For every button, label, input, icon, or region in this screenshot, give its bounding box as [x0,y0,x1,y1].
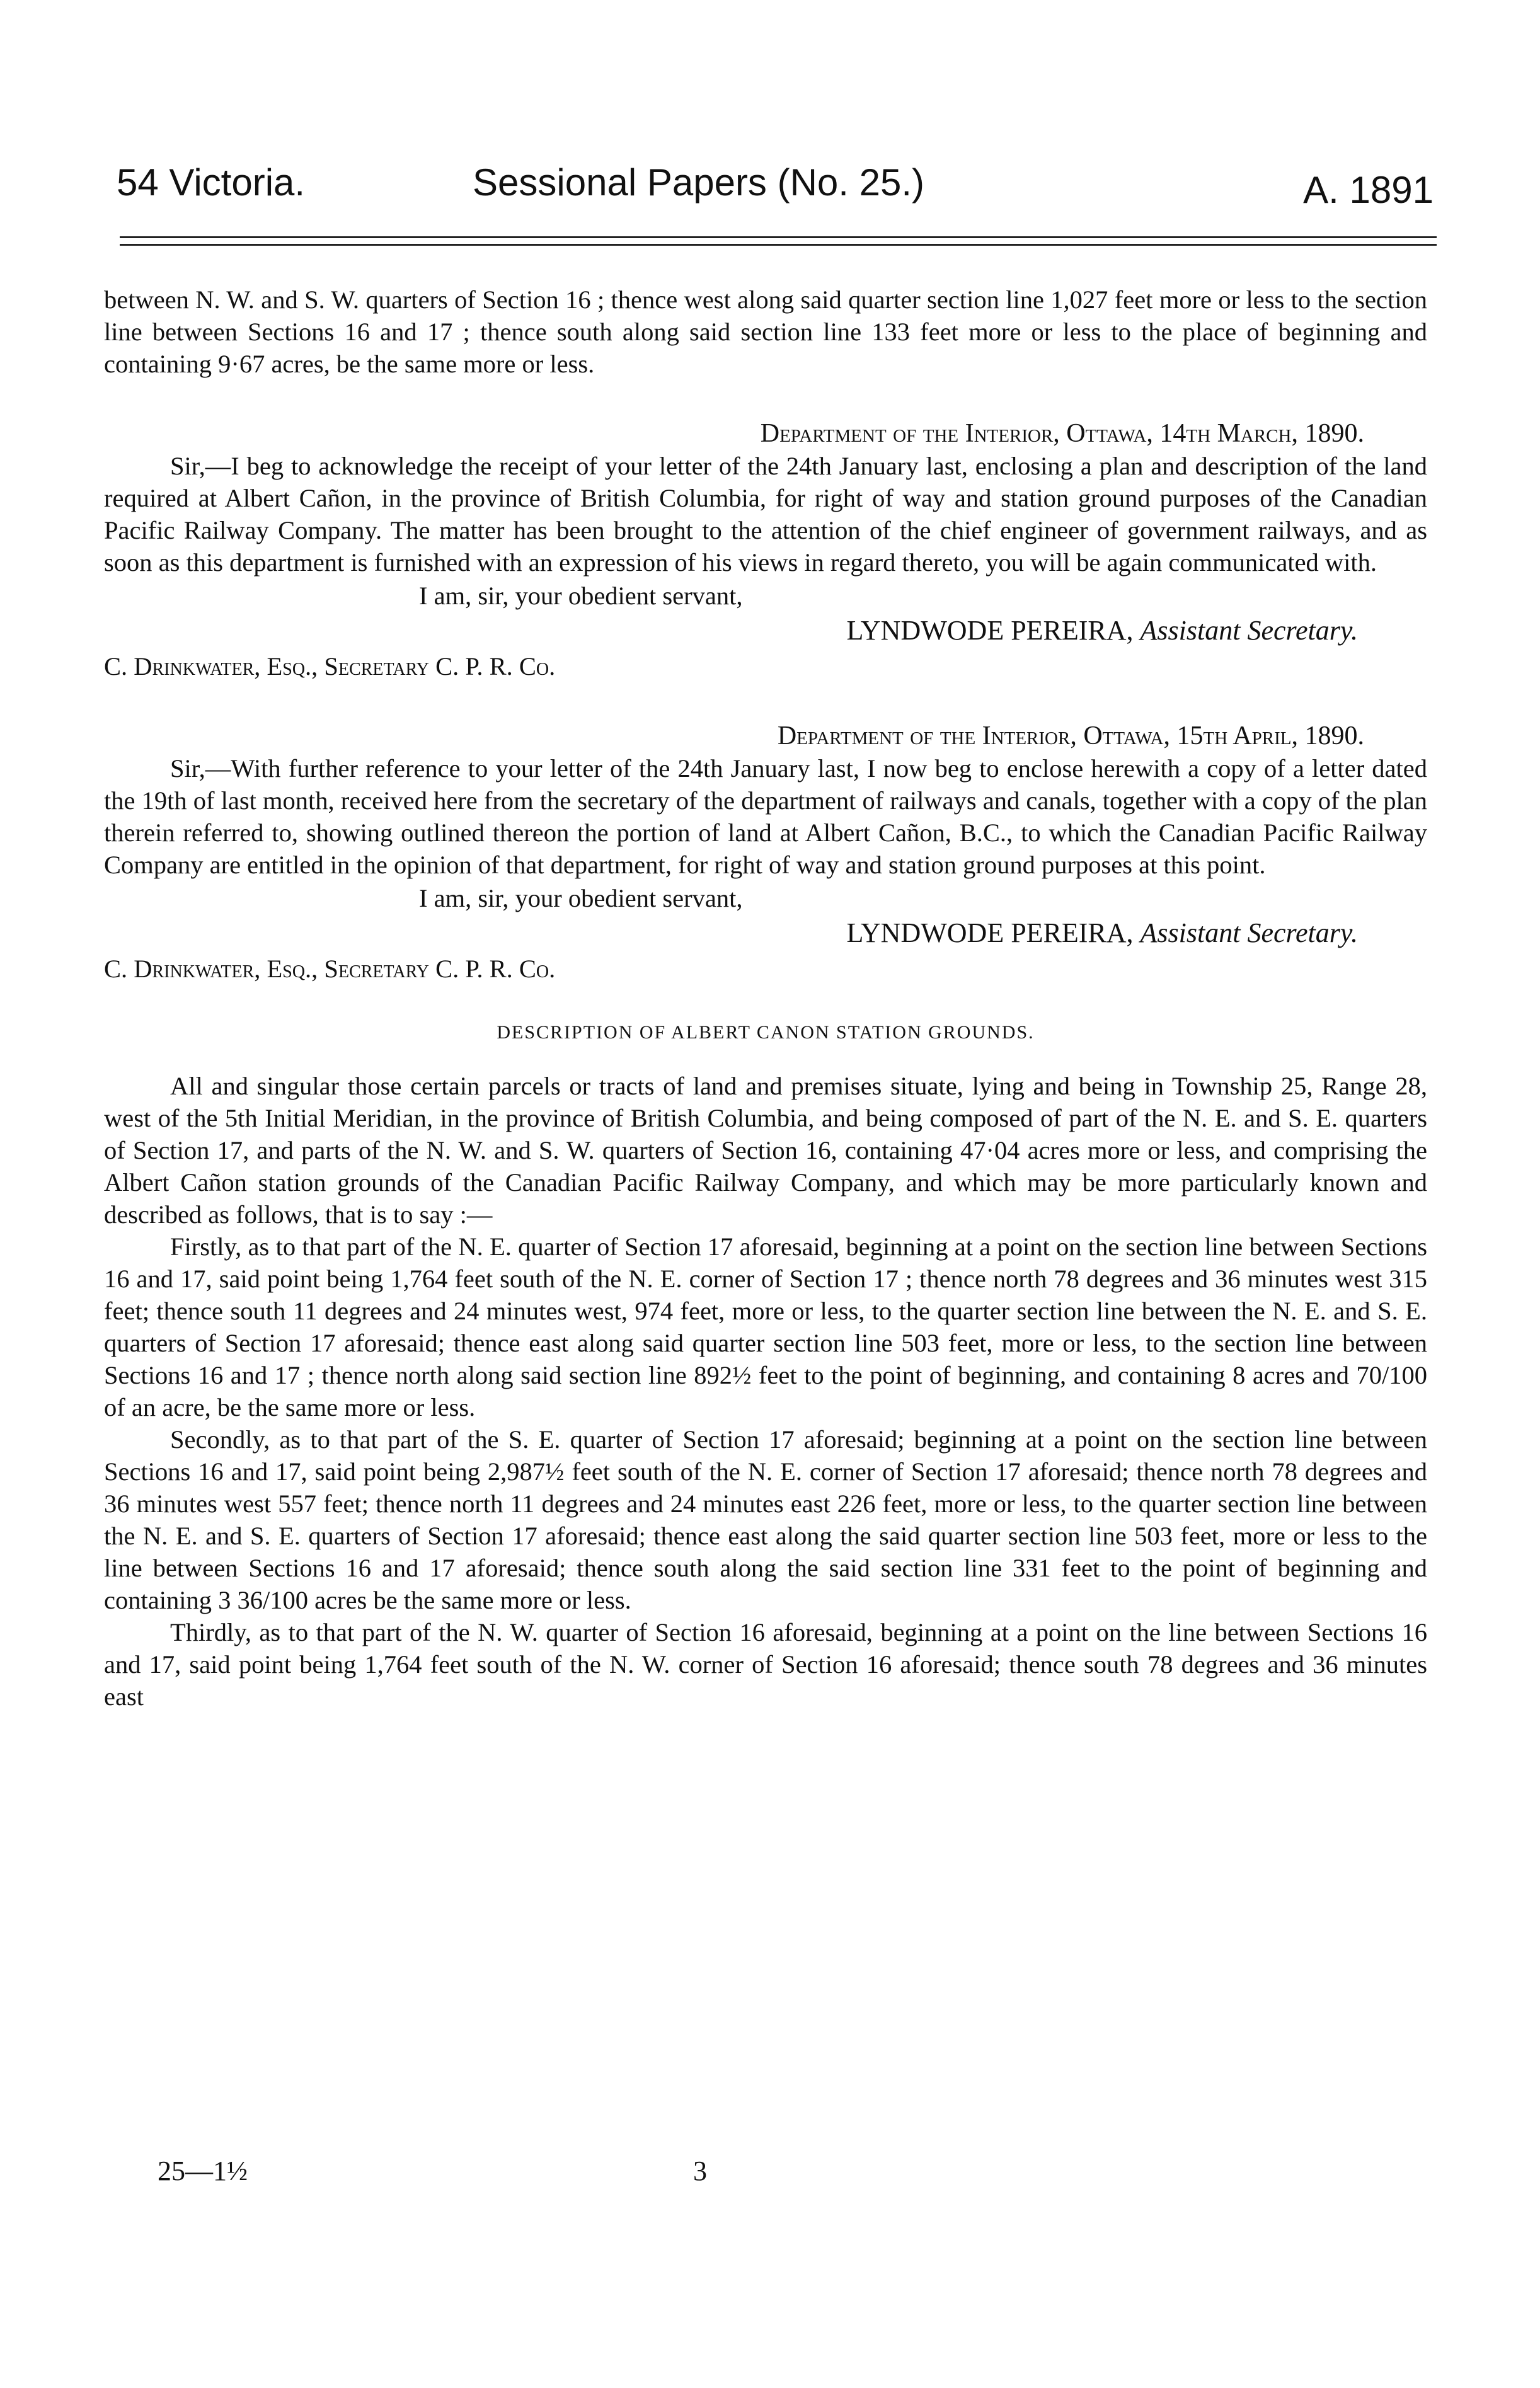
description-paragraph: All and singular those certain parcels or tracts of land and premises situate, lying and being in Township 25, Range 28, west of the 5th Initial Meridian, in the province of British Columbia, and being composed of part of the N. E. and S. E. quarters of Section 17, and parts of the N. W. and S. W. quarters of Section 16, containing 47·04 acres more or less, and comprising the Albert Cañon station grounds of the Canadian Pacific Railway Company, and which may be more particularly known and described as follows, that is to say :— [104,1072,1427,1229]
body-text [104,284,1427,1713]
page-footer [158,2155,914,2193]
letter-1-closing: I am, sir, your obedient servant, [419,582,743,610]
description-paragraph: Firstly, as to that part of the N. E. quarter of Section 17 aforesaid, beginning at a point on the section line between Sections 16 and 17, said point being 1,764 feet south of the N. E. corner of Section 17 ; thence north 78 degrees and 36 minutes west 315 feet; thence south 11 degrees and 24 minutes west, 974 feet, more or less, to the quarter section line between the N. E. and S. E. quarters of Section 17 aforesaid; thence east along said quarter section line 503 feet, more or less, to the section line between Sections 16 and 17 ; thence north along said section line 892½ feet to the point of beginning, and containing 8 acres and 70/100 of an acre, be the same more or less. [104,1232,1427,1421]
letter-1-dateline: Department of the Interior, Ottawa, 14th March, 1890. [760,419,1364,448]
header-rule-top [120,236,1437,238]
header-title: Sessional Papers (No. 25.) [473,161,925,204]
description-paragraph: Thirdly, as to that part of the N. W. quarter of Section 16 aforesaid, beginning at a point on the line between Sections 16 and 17, said point being 1,764 feet south of the N. W. corner of Section 16 aforesaid; thence south 78 degrees and 36 minutes east [104,1618,1427,1711]
letter-2-signature-name: LYNDWODE PEREIRA, [846,917,1134,948]
letter-2-signature [104,917,1427,949]
letter-2-signature-title: Assistant Secretary. [1140,917,1358,948]
description-title: DESCRIPTION OF ALBERT CANON STATION GROUNDS. [497,1022,1035,1043]
letter-1-signature-name: LYNDWODE PEREIRA, [846,615,1134,646]
letter-1-addressee: C. Drinkwater, Esq., Secretary C. P. R. Co. [104,652,556,680]
running-header [117,158,1434,214]
letter-1-signature [104,614,1427,646]
header-volume: 54 Victoria. [117,161,306,204]
letter-2-closing: I am, sir, your obedient servant, [419,884,743,912]
letter-1-body: Sir,—I beg to acknowledge the receipt of your letter of the 24th January last, enclosing a plan and description of the land required at Albert Cañon, in the province of British Columbia, for right of way and station ground purposes of the Canadian Pacific Railway Company. The matter has been brought to the attention of the chief engineer of government railways, and as soon as this department is furnished with an expression of his views in regard thereto, you will be again communicated with. [104,452,1427,577]
header-year: A. 1891 [1303,169,1434,211]
letter-2-dateline: Department of the Interior, Ottawa, 15th April, 1890. [777,721,1364,750]
intro-paragraph: between N. W. and S. W. quarters of Section 16 ; thence west along said quarter section line 1,027 feet more or less to the section line between Sections 16 and 17 ; thence south along said section line 133 feet more or less to the place of beginning and containing 9·67 acres, be the same more or less. [104,285,1427,378]
letter-2-addressee: C. Drinkwater, Esq., Secretary C. P. R. Co. [104,955,556,983]
letter-2 [104,720,1427,985]
letter-1 [104,418,1427,682]
description-section [104,1016,1427,1713]
header-rule-bottom [120,244,1437,246]
description-paragraph: Secondly, as to that part of the S. E. quarter of Section 17 aforesaid; beginning at a point on the section line between Sections 16 and 17, said point being 2,987½ feet south of the N. E. corner of Section 17 aforesaid; thence north 78 degrees and 36 minutes west 557 feet; thence north 11 degrees and 24 minutes east 226 feet, more or less, to the quarter section line between the N. E. and S. E. quarters of Section 17 aforesaid; thence east along the said quarter section line 503 feet, more or less to the line between Sections 16 and 17 aforesaid; thence south along the said section line 331 feet to the point of beginning and containing 3 36/100 acres be the same more or less. [104,1425,1427,1614]
letter-1-signature-title: Assistant Secretary. [1140,615,1358,646]
page-number: 3 [693,2156,707,2186]
signature-mark: 25—1½ [158,2156,248,2186]
letter-2-body: Sir,—With further reference to your letter of the 24th January last, I now beg to enclose herewith a copy of a letter dated the 19th of last month, received here from the secretary of the department of railways and canals, together with a copy of the plan therein referred to, showing outlined thereon the portion of land at Albert Cañon, B.C., to which the Canadian Pacific Railway Company are entitled in the opinion of that department, for right of way and station ground purposes at this point. [104,754,1427,879]
